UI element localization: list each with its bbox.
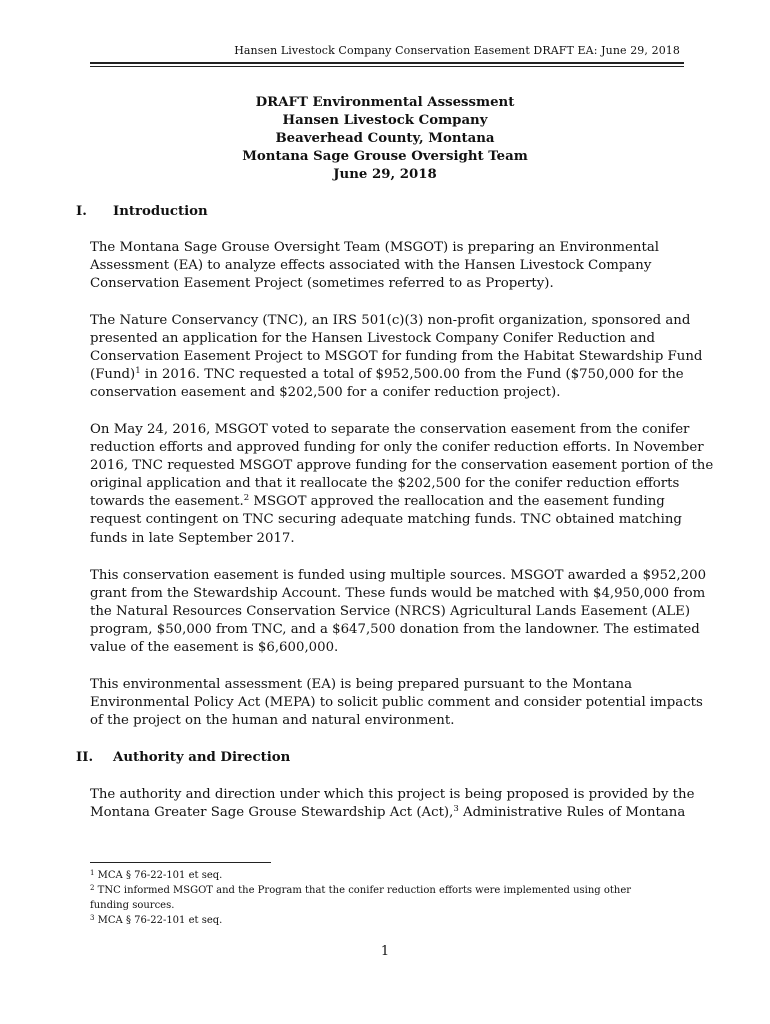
title-line: Beaverhead County, Montana (275, 131, 495, 146)
footnote-ref-3: 3 (453, 804, 459, 815)
title-line: DRAFT Environmental Assessment (255, 95, 515, 110)
text-line: conservation easement and $202,500 for a conifer reduction project). (90, 385, 561, 401)
text-run: Montana Greater Sage Grouse Stewardship Act (Act), (90, 805, 454, 821)
footnote-text: funding sources. (90, 900, 175, 911)
section-number: II. (76, 750, 94, 765)
text-line: original application and that it reallocate the $202,500 for the conifer reduction efforts (90, 476, 680, 492)
footnote (90, 913, 682, 928)
footnote-ref-1: 1 (135, 366, 141, 377)
text-line: funds in late September 2017. (90, 530, 295, 546)
text-run: in 2016. TNC requested a total of $952,500.00 from the Fund ($750,000 for the (140, 367, 684, 383)
footnote (90, 883, 682, 898)
section-title: Introduction (113, 204, 208, 219)
text-run: Administrative Rules of Montana (458, 805, 686, 821)
text-line: Conservation Easement Project to MSGOT for funding from the Habitat Stewardship Fund (90, 349, 703, 365)
text-line: Environmental Policy Act (MEPA) to solicit public comment and consider potential impacts (90, 695, 703, 711)
title-block (90, 94, 680, 184)
paragraph-3 (90, 421, 714, 548)
footnote-mark: 2 (90, 884, 95, 892)
text-line: This conservation easement is funded using multiple sources. MSGOT awarded a $952,200 (90, 568, 707, 583)
paragraph-4 (90, 567, 707, 657)
footnote-text: TNC informed MSGOT and the Program that the conifer reduction efforts were implemented using other (94, 885, 632, 896)
text-line (90, 804, 686, 822)
section-heading-introduction (76, 203, 208, 221)
text-line: of the project on the human and natural environment. (90, 713, 455, 729)
text-line: Conservation Easement Project (sometimes referred to as Property). (90, 276, 554, 292)
text-line: request contingent on TNC securing adequate matching funds. TNC obtained matching (90, 512, 682, 528)
title-line: June 29, 2018 (333, 167, 437, 182)
text-line: presented an application for the Hansen Livestock Company Conifer Reduction and (90, 331, 656, 347)
header-rule (90, 62, 684, 67)
footnote-mark: 1 (90, 869, 95, 877)
page-number: 1 (380, 944, 390, 959)
text-line: the Natural Resources Conservation Service (NRCS) Agricultural Lands Easement (ALE) (90, 604, 691, 620)
footnote-continuation (90, 898, 682, 913)
text-line: On May 24, 2016, MSGOT voted to separate the conservation easement from the conifer (90, 422, 690, 437)
text-line: 2016, TNC requested MSGOT approve funding for the conservation easement portion of the (90, 458, 714, 474)
running-header: Hansen Livestock Company Conservation Easement DRAFT EA: June 29, 2018 (234, 44, 680, 57)
text-line: grant from the Stewardship Account. These funds would be matched with $4,950,000 from (90, 586, 706, 602)
paragraph-2 (90, 312, 703, 402)
text-line: program, $50,000 from TNC, and a $647,500 donation from the landowner. The estimated (90, 622, 700, 638)
paragraph-1 (90, 239, 682, 293)
section-title: Authority and Direction (113, 750, 291, 765)
text-line: reduction efforts and approved funding for only the conifer reduction efforts. In November (90, 440, 704, 456)
title-line: Montana Sage Grouse Oversight Team (242, 149, 528, 164)
footnote-mark: 3 (90, 914, 95, 922)
paragraph-6 (90, 786, 695, 822)
footnote-ref-2: 2 (243, 493, 250, 504)
section-heading-authority (76, 749, 290, 767)
text-line: The Nature Conservancy (TNC), an IRS 501(c)(3) non-profit organization, sponsored and (90, 313, 691, 328)
footnote-text: MCA § 76-22-101 et seq. (94, 915, 223, 926)
text-run: (Fund) (90, 367, 136, 383)
paragraph-5 (90, 676, 703, 730)
text-line: This environmental assessment (EA) is being prepared pursuant to the Montana (90, 677, 633, 692)
title-line: Hansen Livestock Company (282, 113, 488, 128)
footnotes (90, 868, 682, 928)
text-line: value of the easement is $6,600,000. (90, 640, 339, 656)
text-line (90, 366, 682, 384)
text-line (90, 493, 682, 511)
text-line: Assessment (EA) to analyze effects associated with the Hansen Livestock Company (90, 258, 652, 274)
text-line: The Montana Sage Grouse Oversight Team (MSGOT) is preparing an Environmental (90, 240, 659, 255)
footnote-text: MCA § 76-22-101 et seq. (94, 870, 223, 881)
footnote (90, 868, 682, 883)
section-number: I. (76, 204, 87, 219)
text-run: towards the easement. (90, 494, 244, 510)
footnote-separator (90, 862, 271, 863)
text-run: MSGOT approved the reallocation and the easement funding (249, 494, 665, 510)
text-line: The authority and direction under which this project is being proposed is provided by the (90, 787, 695, 802)
